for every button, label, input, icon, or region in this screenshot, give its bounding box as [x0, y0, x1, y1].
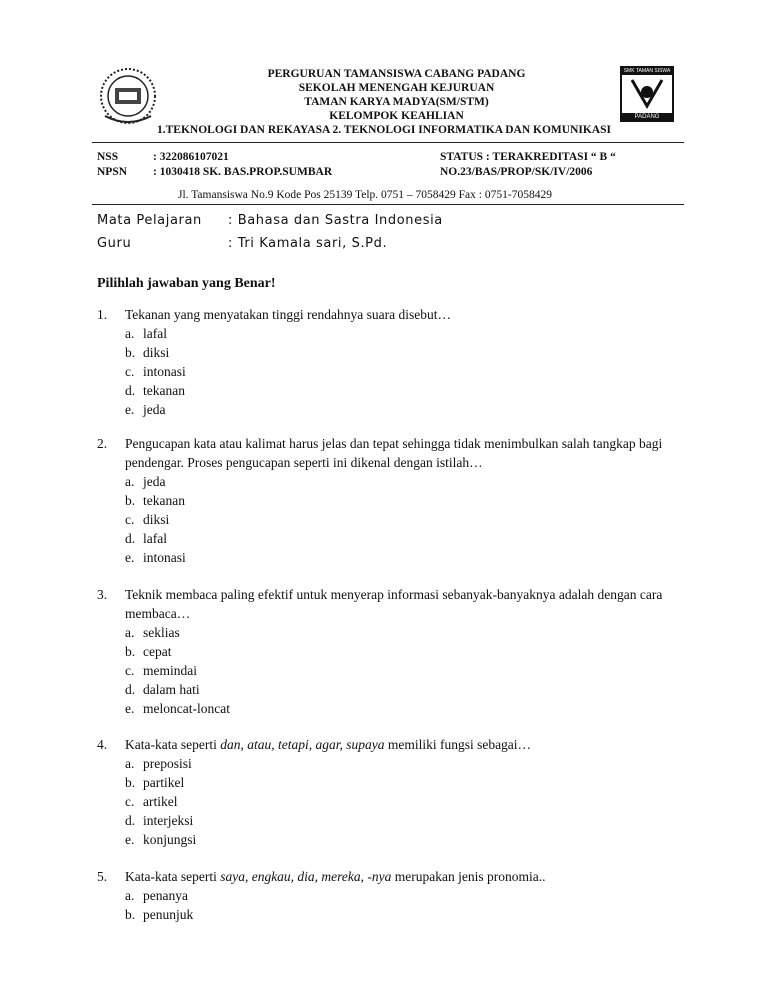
npsn-value: : 1030418 SK. BAS.PROP.SUMBAR: [153, 166, 333, 178]
answer-option: c. intonasi: [125, 364, 186, 379]
question-number: 1.: [97, 307, 108, 322]
answer-option: a. penanya: [125, 888, 188, 903]
header-line-4: KELOMPOK KEAHLIAN: [329, 110, 464, 122]
question-text: Kata-kata seperti dan, atau, tetapi, agar, supaya memiliki fungsi sebagai…: [125, 737, 532, 752]
subject-label: Mata Pelajaran: [97, 213, 202, 228]
question-2: [97, 434, 675, 567]
question-number: 3.: [97, 587, 108, 602]
question-number: 5.: [97, 869, 108, 884]
answer-option: d. tekanan: [125, 383, 185, 398]
answer-option: a. seklias: [125, 625, 180, 640]
question-number: 2.: [97, 436, 108, 451]
question-3: [97, 585, 675, 718]
question-5: [97, 867, 675, 924]
header-line-3: TAMAN KARYA MADYA(SM/STM): [304, 96, 489, 108]
npsn-label: NPSN: [97, 166, 128, 178]
answer-option: e. jeda: [125, 402, 166, 417]
header-line-1: PERGURUAN TAMANSISWA CABANG PADANG: [267, 68, 526, 80]
teacher-value: : Tri Kamala sari, S.Pd.: [228, 236, 388, 251]
answer-option: a. preposisi: [125, 756, 192, 771]
question-text: Teknik membaca paling efektif untuk menyerap informasi sebanyak-banyaknya adalah dengan cara membaca…: [125, 587, 663, 621]
answer-option: e. intonasi: [125, 550, 186, 565]
nss-label: NSS: [97, 151, 119, 163]
accreditation-status: STATUS : TERAKREDITASI “ B “: [440, 151, 616, 163]
question-4: [97, 735, 675, 849]
address-divider: [92, 204, 684, 205]
answer-option: b. tekanan: [125, 493, 185, 508]
answer-option: d. dalam hati: [125, 682, 200, 697]
answer-option: c. artikel: [125, 794, 178, 809]
answer-option: d. interjeksi: [125, 813, 194, 828]
answer-option: b. cepat: [125, 644, 172, 659]
answer-option: b. partikel: [125, 775, 185, 790]
question-text: Tekanan yang menyatakan tinggi rendahnya suara disebut…: [125, 307, 451, 322]
answer-option: c. diksi: [125, 512, 170, 527]
question-text: Pengucapan kata atau kalimat harus jelas dan tepat sehingga tidak menimbulkan salah tangkap bagi pendengar. Proses pengucapan seperti ini dikenal dengan istilah…: [125, 436, 663, 470]
question-text: Kata-kata seperti saya, engkau, dia, mereka, -nya merupakan jenis pronomia..: [125, 869, 546, 884]
question-number: 4.: [97, 737, 108, 752]
answer-option: c. memindai: [125, 663, 197, 678]
answer-option: b. diksi: [125, 345, 170, 360]
subject-value: : Bahasa dan Sastra Indonesia: [228, 213, 443, 228]
right-logo-bottom-text: PADANG: [634, 114, 660, 120]
accreditation-number: NO.23/BAS/PROP/SK/IV/2006: [440, 166, 593, 178]
teacher-label: Guru: [97, 236, 132, 251]
answer-option: d. lafal: [125, 531, 167, 546]
answer-option: b. penunjuk: [125, 907, 194, 922]
answer-option: e. meloncat-loncat: [125, 701, 230, 716]
nss-value: : 322086107021: [153, 151, 229, 163]
header-divider: [92, 142, 684, 143]
header-line-2: SEKOLAH MENENGAH KEJURUAN: [298, 82, 495, 94]
answer-option: e. konjungsi: [125, 832, 197, 847]
instruction-heading: Pilihlah jawaban yang Benar!: [97, 276, 276, 291]
school-address: Jl. Tamansiswa No.9 Kode Pos 25139 Telp. 0751 – 7058429 Fax : 0751-7058429: [178, 189, 552, 201]
answer-option: a. lafal: [125, 326, 167, 341]
question-1: [97, 305, 675, 419]
header-line-5: 1.TEKNOLOGI DAN REKAYASA 2. TEKNOLOGI INFORMATIKA DAN KOMUNIKASI: [156, 124, 611, 136]
answer-option: a. jeda: [125, 474, 166, 489]
right-logo-top-text: SMK TAMAN SISWA: [623, 68, 671, 74]
